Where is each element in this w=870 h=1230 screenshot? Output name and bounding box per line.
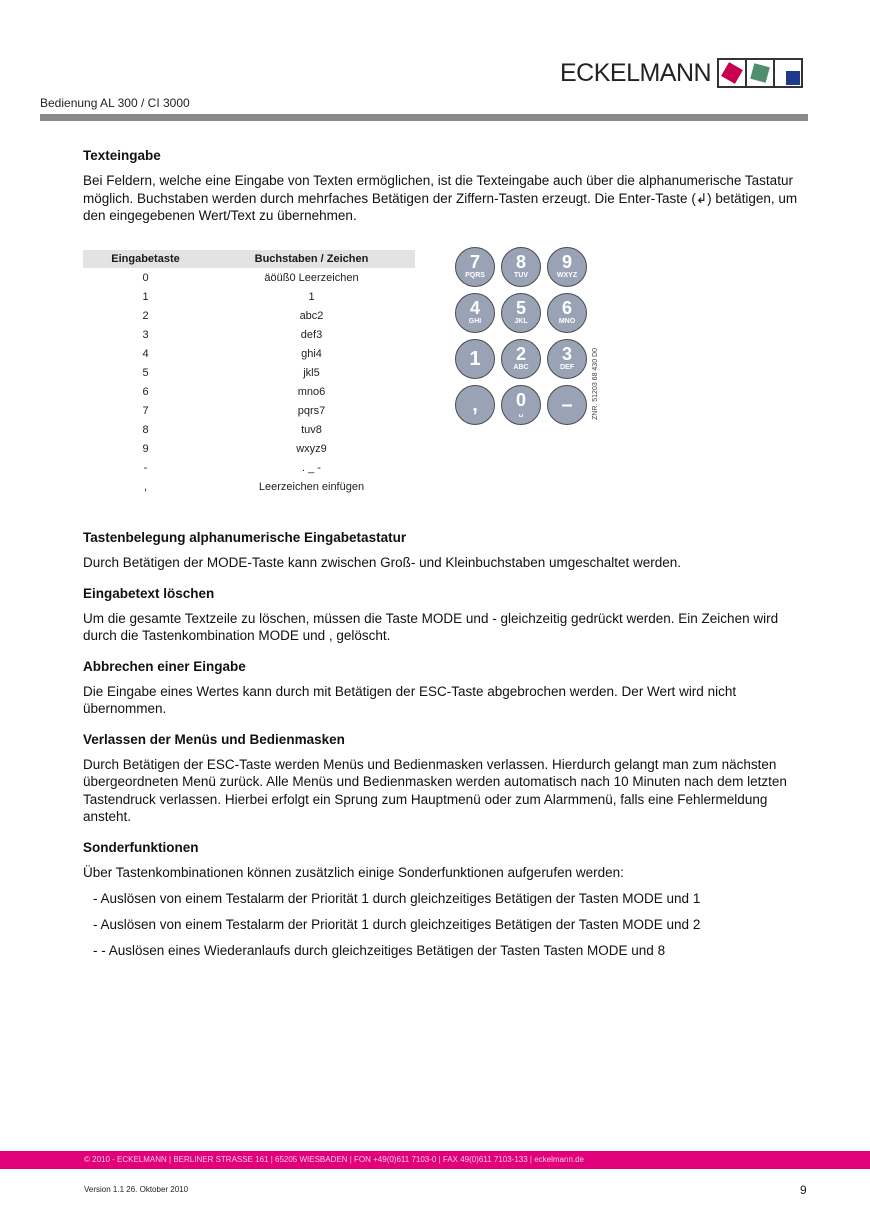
logo-text: ECKELMANN (560, 59, 712, 87)
key-letters: DEF (560, 364, 574, 371)
key-number: – (561, 393, 573, 416)
section-heading: Eingabetext löschen (83, 585, 215, 601)
blue-square-icon (786, 71, 800, 85)
key-cell: 5 (142, 366, 149, 379)
table-row (83, 401, 415, 420)
key-8-icon (501, 247, 541, 287)
table-row (83, 363, 415, 382)
key-7-icon (455, 247, 495, 287)
key-1-icon (455, 339, 495, 379)
table-row (83, 268, 415, 287)
key-cell: 1 (142, 290, 149, 303)
key-cell: 9 (142, 442, 149, 455)
section-abbrechen (83, 659, 813, 718)
footer-address: © 2010 - ECKELMANN | BERLINER STRASSE 161 | 65205 WIESBADEN | FON +49(0)611 7103-0 | FAX 49(0)611 7103-133 | eckelmann.de (84, 1155, 585, 1164)
section-body: Die Eingabe eines Wertes kann durch mit Betätigen der ESC-Taste abgebrochen werden. Der Wert wird nicht übernommen. (83, 683, 737, 716)
key-2-icon (501, 339, 541, 379)
table-row (83, 382, 415, 401)
chars-cell: wxyz9 (296, 442, 327, 455)
chars-cell: Leerzeichen einfügen (258, 480, 365, 493)
chars-cell: 1 (308, 290, 315, 303)
section-body: Bei Feldern, welche eine Eingabe von Texten ermöglichen, ist die Texteingabe auch über die alphanumerische Tastatur möglich. Buchstaben werden durch mehrfaches Betätigen der Ziffern-Tasten erzeugt. Die Enter-Taste (↲) betätigen, um den eingegebenen Wert/Text zu übernehmen. (83, 173, 798, 223)
key-minus-icon (547, 385, 587, 425)
logo-box-green (745, 60, 773, 86)
page-number: 9 (800, 1183, 807, 1197)
document-title: Bedienung AL 300 / CI 3000 (40, 96, 190, 110)
key-letters: JKL (514, 318, 528, 325)
logo-mark (717, 58, 803, 88)
list-item: - Auslösen von einem Testalarm der Priorität 1 durch gleichzeitiges Betätigen der Tasten MODE und 2 (93, 917, 701, 932)
section-tastenbelegung (83, 530, 813, 572)
red-diamond-icon (721, 62, 743, 84)
key-0-icon (501, 385, 541, 425)
chars-cell: tuv8 (301, 423, 322, 436)
key-mapping-table (83, 250, 415, 496)
key-number: 9 (561, 252, 572, 272)
section-body: Durch Betätigen der ESC-Taste werden Menüs und Bedienmasken verlassen. Hierdurch gelangt man zum nächsten übergeordneten Menü zurück. Alle Menüs und Bedienmasken werden automatisch nach 10 Minuten nach dem letzten Tastendruck verlassen. Hierbei erfolgt ein Sprung zum Hauptmenü oder zum Alarmmenü, falls eine Fehlermeldung ansteht. (83, 756, 787, 824)
section-body: Um die gesamte Textzeile zu löschen, müssen die Taste MODE und - gleichzeitig gedrückt werden. Ein Zeichen wird durch die Tastenkombination MODE und , gelöscht. (83, 610, 779, 643)
key-cell: 2 (142, 309, 149, 322)
key-number: 7 (469, 252, 480, 272)
key-5-icon (501, 293, 541, 333)
version-info: Version 1.1 26. Oktober 2010 (84, 1185, 189, 1194)
table-row (83, 477, 415, 496)
chars-cell: äöüß0 Leerzeichen (264, 271, 359, 284)
table-row (83, 420, 415, 439)
chars-cell: ghi4 (301, 347, 322, 360)
section-heading: Verlassen der Menüs und Bedienmasken (83, 731, 345, 747)
logo-box-red (719, 60, 745, 86)
section-heading: Tastenbelegung alphanumerische Eingabetastatur (83, 530, 407, 545)
logo-box-blue (773, 60, 801, 86)
key-letters: WXYZ (556, 272, 578, 279)
table-row (83, 458, 415, 477)
texteingabe-section (83, 148, 813, 239)
key-number: 8 (515, 252, 526, 272)
chars-cell: mno6 (297, 385, 326, 398)
section-heading: Sonderfunktionen (83, 839, 199, 855)
key-cell: - (143, 461, 148, 474)
section-sonderfunktionen (83, 840, 813, 960)
section-eingabetext-loeschen (83, 586, 813, 645)
special-functions-list (83, 890, 813, 959)
list-item: - - Auslösen eines Wiederanlaufs durch gleichzeitiges Betätigen der Tasten Tasten MODE und 8 (93, 943, 666, 958)
table-row (83, 306, 415, 325)
key-number: , (472, 393, 478, 416)
header-divider (40, 114, 808, 121)
key-number: 3 (561, 344, 572, 364)
table-row (83, 344, 415, 363)
key-number: 6 (561, 298, 572, 318)
key-cell: 6 (142, 385, 149, 398)
key-number: 4 (469, 298, 480, 318)
chars-cell: jkl5 (303, 366, 320, 379)
key-4-icon (455, 293, 495, 333)
key-cell: 0 (142, 271, 149, 284)
instructions-sections (83, 530, 813, 968)
key-letters: TUV (514, 272, 528, 279)
table-row (83, 325, 415, 344)
section-body: Über Tastenkombinationen können zusätzlich einige Sonderfunktionen aufgerufen werden: (83, 864, 624, 880)
chars-cell: . _ - (302, 461, 321, 474)
key-cell: 3 (142, 328, 149, 341)
column-header: Eingabetaste (83, 250, 208, 268)
space-icon: ␣ (518, 410, 524, 417)
chars-cell: def3 (300, 328, 323, 341)
key-cell: 4 (142, 347, 149, 360)
key-number: 5 (515, 298, 526, 318)
section-heading: Texteingabe (83, 148, 161, 163)
drawing-number: ZNR. 51203 68 430 D0 (592, 348, 599, 420)
key-cell: , (143, 480, 148, 493)
section-body: Durch Betätigen der MODE-Taste kann zwischen Groß- und Kleinbuchstaben umgeschaltet werden. (83, 555, 682, 570)
key-cell: 7 (142, 404, 149, 417)
key-letters: ABC (513, 364, 529, 371)
chars-cell: pqrs7 (297, 404, 326, 417)
key-3-icon (547, 339, 587, 379)
key-number: 1 (469, 347, 481, 370)
key-number: 2 (515, 344, 526, 364)
section-verlassen (83, 732, 813, 826)
section-heading: Abbrechen einer Eingabe (83, 658, 246, 674)
key-cell: 8 (142, 423, 149, 436)
key-letters: MNO (558, 318, 576, 325)
key-9-icon (547, 247, 587, 287)
table-row (83, 287, 415, 306)
key-number: 0 (515, 390, 526, 410)
chars-cell: abc2 (299, 309, 324, 322)
key-letters: PQRS (465, 272, 485, 279)
eckelmann-logo (560, 58, 803, 88)
key-letters: GHI (468, 318, 482, 325)
column-header: Buchstaben / Zeichen (208, 250, 415, 268)
key-comma-icon (455, 385, 495, 425)
key-6-icon (547, 293, 587, 333)
list-item: - Auslösen von einem Testalarm der Priorität 1 durch gleichzeitiges Betätigen der Tasten MODE und 1 (93, 891, 701, 906)
green-diamond-icon (750, 63, 770, 83)
table-row (83, 439, 415, 458)
